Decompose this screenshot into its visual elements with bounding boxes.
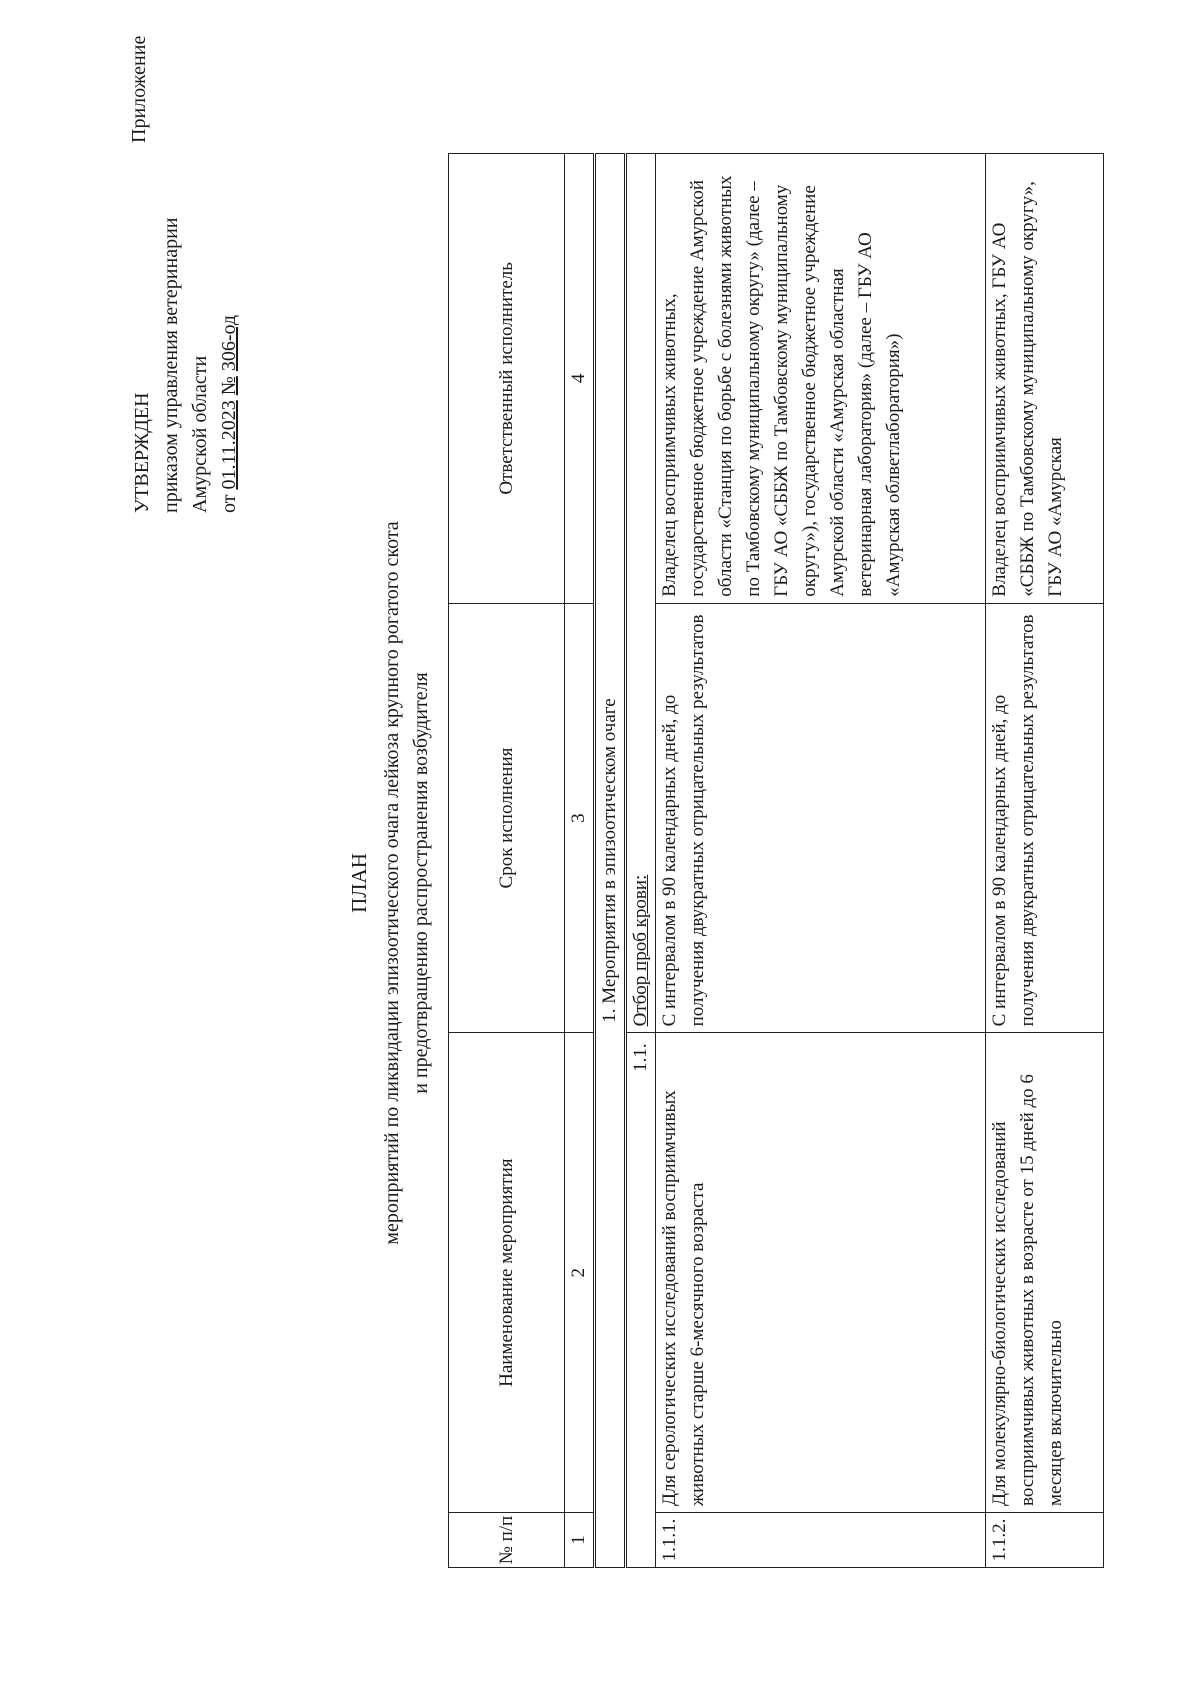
subsection-number: 1.1. — [626, 1033, 656, 1568]
header-name: Наименование мероприятия — [449, 1033, 565, 1513]
header-number: № п/п — [449, 1513, 565, 1568]
subsection-title: Отбор проб крови: — [626, 154, 656, 1033]
approved-label: УТВЕРЖДЕН — [131, 392, 153, 513]
document-title — [345, 213, 436, 1553]
order-date: 01.11.2023 — [218, 400, 240, 490]
order-number: 306-од — [218, 314, 240, 372]
order-prefix: от — [218, 494, 240, 513]
table-row — [986, 154, 1104, 1568]
plan-table — [448, 153, 1104, 1568]
header-term: Срок исполнения — [449, 603, 565, 1033]
table-row — [656, 154, 986, 1568]
order-line-1: приказом управления ветеринарии — [160, 217, 182, 513]
plan-heading: ПЛАН — [347, 853, 371, 913]
annex-label: Приложение — [128, 35, 150, 143]
subsection-row — [626, 154, 656, 1568]
title-line-2: и предотвращению распространения возбудителя — [410, 672, 432, 1094]
header-responsible: Ответственный исполнитель — [449, 154, 565, 604]
column-number-4: 4 — [565, 154, 595, 604]
column-number-3: 3 — [565, 603, 595, 1033]
section-title: 1. Мероприятия в эпизоотическом очаге — [595, 154, 626, 1568]
column-number-1: 1 — [565, 1513, 595, 1568]
row-name: Для молекулярно-биологических исследований восприимчивых животных в возрасте от 15 дней до 6 месяцев включительно — [986, 1033, 1104, 1513]
order-number-sign: № — [218, 376, 240, 396]
order-line-2: Амурской области — [189, 355, 211, 513]
order-line-3 — [215, 218, 244, 514]
row-number: 1.1.1. — [656, 1513, 986, 1568]
column-number-row — [565, 154, 595, 1568]
table-header-row — [449, 154, 565, 1568]
row-number: 1.1.2. — [986, 1513, 1104, 1568]
row-term: С интервалом в 90 календарных дней, до получения двукратных отрицательных результатов — [656, 603, 986, 1033]
column-number-2: 2 — [565, 1033, 595, 1513]
section-row — [595, 154, 626, 1568]
title-line-1: мероприятий по ликвидации эпизоотического очага лейкоза крупного рогатого скота — [381, 521, 403, 1245]
row-responsible: Владелец восприимчивых животных, ГБУ АО «СББЖ по Тамбовскому муниципальному округу», ГБУ АО «Амурская — [986, 154, 1104, 604]
row-term: С интервалом в 90 календарных дней, до получения двукратных отрицательных результатов — [986, 603, 1104, 1033]
approval-block — [128, 218, 244, 514]
row-responsible: Владелец восприимчивых животных, государственное бюджетное учреждение Амурской области «Станция по борьбе с болезнями животных по Тамбовскому муниципальному округу» (далее – ГБУ АО «СББЖ по Тамбовскому муниципальному округу»), государственное бюджетное учреждение Амурской области «Амурская областная ветеринарная лаборатория» (далее – ГБУ АО «Амурская облветлаборатория») — [656, 154, 986, 604]
row-name: Для серологических исследований восприимчивых животных старше 6-месячного возраста — [656, 1033, 986, 1513]
